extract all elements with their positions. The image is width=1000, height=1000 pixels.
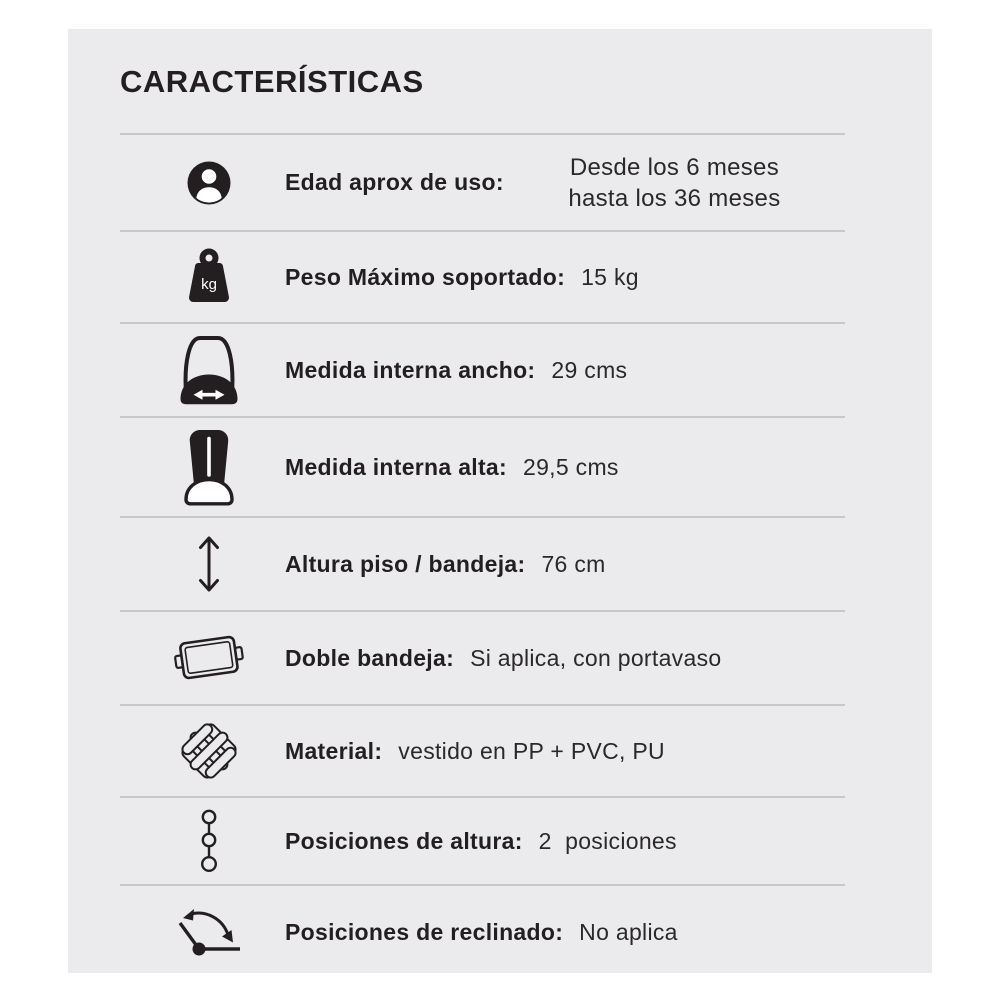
spec-value: 2 posiciones bbox=[538, 827, 677, 854]
spec-value: vestido en PP + PVC, PU bbox=[398, 737, 665, 764]
spec-icon-cell bbox=[120, 248, 285, 306]
spec-label: Edad aprox de uso: bbox=[285, 169, 504, 195]
spec-label: Medida interna alta: bbox=[285, 453, 507, 480]
spec-label: Doble bandeja: bbox=[285, 644, 455, 671]
weave-icon bbox=[180, 722, 238, 780]
spec-rows bbox=[120, 133, 845, 978]
svg-text:kg: kg bbox=[200, 276, 217, 293]
spec-row bbox=[120, 796, 845, 884]
spec-row bbox=[120, 704, 845, 796]
spec-label: Altura piso / bandeja: bbox=[285, 550, 526, 577]
spec-value-line: Desde los 6 meses bbox=[569, 153, 780, 181]
spec-value-line: hasta los 36 meses bbox=[568, 184, 781, 212]
spec-value: 15 kg bbox=[581, 263, 639, 290]
spec-row bbox=[120, 133, 845, 230]
spec-row bbox=[120, 884, 845, 978]
spec-value: Si aplica, con portavaso bbox=[470, 644, 722, 671]
spec-label: Material: bbox=[285, 737, 383, 764]
spec-row bbox=[120, 610, 845, 704]
spec-row bbox=[120, 322, 845, 416]
chair-height-icon bbox=[179, 427, 239, 507]
spec-label: Posiciones de reclinado: bbox=[285, 918, 564, 945]
vertical-arrow-icon bbox=[195, 534, 223, 594]
weight-kg-icon bbox=[184, 248, 234, 306]
spec-icon-cell bbox=[120, 809, 285, 873]
card-title: CARACTERÍSTICAS bbox=[120, 63, 424, 99]
spec-value: 29 cms bbox=[551, 356, 628, 383]
characteristics-card bbox=[68, 29, 932, 973]
spec-label: Medida interna ancho: bbox=[285, 356, 536, 383]
spec-icon-cell bbox=[120, 427, 285, 507]
person-icon bbox=[186, 160, 232, 206]
spec-icon-cell bbox=[120, 333, 285, 407]
spec-row bbox=[120, 230, 845, 322]
spec-value: 29,5 cms bbox=[522, 453, 619, 480]
spec-value: No aplica bbox=[579, 918, 678, 945]
spec-label: Peso Máximo soportado: bbox=[285, 263, 566, 290]
spec-row bbox=[120, 516, 845, 610]
height-positions-icon bbox=[196, 809, 222, 873]
spec-icon-cell bbox=[120, 631, 285, 685]
spec-icon-cell bbox=[120, 534, 285, 594]
spec-row bbox=[120, 416, 845, 516]
chair-width-icon bbox=[176, 333, 242, 407]
spec-icon-cell bbox=[120, 722, 285, 780]
spec-icon-cell bbox=[120, 904, 285, 960]
recline-icon bbox=[174, 904, 244, 960]
spec-value bbox=[504, 152, 845, 214]
spec-label: Posiciones de altura: bbox=[285, 827, 523, 854]
spec-icon-cell bbox=[120, 160, 285, 206]
spec-value: 76 cm bbox=[541, 550, 606, 577]
tray-icon bbox=[170, 631, 248, 685]
